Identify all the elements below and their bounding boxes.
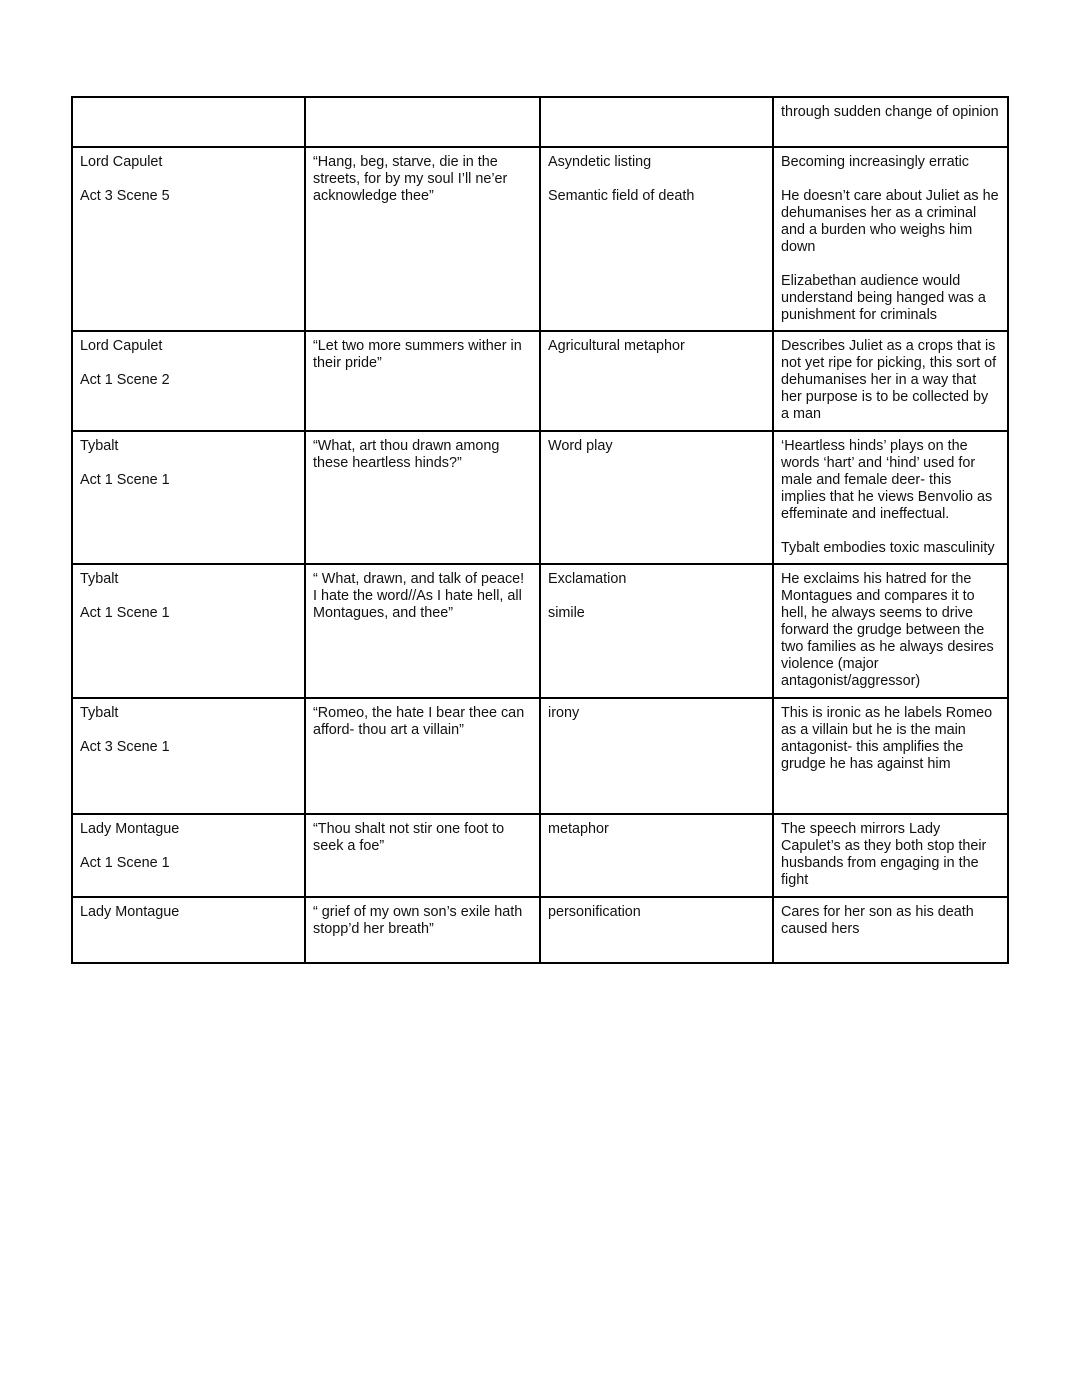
character-name: Lady Montague bbox=[80, 904, 180, 920]
analysis-text: Elizabethan audience would understand being hanged was a punishment for criminals bbox=[781, 273, 990, 323]
analysis-text: Describes Juliet as a crops that is not yet ripe for picking, this sort of dehumanises her in a way that her purpose is to be collected by a man bbox=[781, 338, 1001, 422]
character-cell bbox=[72, 97, 305, 147]
technique-text: simile bbox=[548, 605, 585, 621]
analysis-cell bbox=[773, 147, 1008, 331]
character-name: Lady Montague bbox=[80, 821, 180, 837]
table-row bbox=[72, 431, 1008, 564]
quote-cell bbox=[305, 564, 540, 698]
character-cell bbox=[72, 147, 305, 331]
quote-cell bbox=[305, 897, 540, 963]
character-cell bbox=[72, 331, 305, 431]
technique-cell bbox=[540, 897, 773, 963]
scene-reference: Act 3 Scene 5 bbox=[80, 188, 170, 204]
analysis-table bbox=[71, 96, 1009, 964]
technique-text: metaphor bbox=[548, 821, 609, 837]
quote-cell bbox=[305, 814, 540, 897]
analysis-text: ‘Heartless hinds’ plays on the words ‘hart’ and ‘hind’ used for male and female deer- this implies that he views Benvolio as effeminate and ineffectual. bbox=[781, 438, 997, 522]
analysis-cell bbox=[773, 97, 1008, 147]
character-cell bbox=[72, 698, 305, 814]
table-row bbox=[72, 97, 1008, 147]
table-row bbox=[72, 331, 1008, 431]
analysis-text: He exclaims his hatred for the Montagues and compares it to hell, he always seems to drive forward the grudge between the two families as he always desires violence (major antagonist/aggressor) bbox=[781, 571, 998, 689]
character-cell bbox=[72, 814, 305, 897]
character-name: Tybalt bbox=[80, 571, 119, 587]
character-name: Tybalt bbox=[80, 438, 119, 454]
table-row bbox=[72, 814, 1008, 897]
technique-cell bbox=[540, 564, 773, 698]
scene-reference: Act 1 Scene 2 bbox=[80, 372, 170, 388]
technique-cell bbox=[540, 331, 773, 431]
analysis-cell bbox=[773, 331, 1008, 431]
table-row bbox=[72, 897, 1008, 963]
character-cell bbox=[72, 431, 305, 564]
quote-text: “Romeo, the hate I bear thee can afford- thou art a villain” bbox=[313, 705, 529, 738]
technique-cell bbox=[540, 698, 773, 814]
technique-cell bbox=[540, 147, 773, 331]
technique-text: Semantic field of death bbox=[548, 188, 695, 204]
character-cell bbox=[72, 897, 305, 963]
quote-text: “ What, drawn, and talk of peace! I hate the word//As I hate hell, all Montagues, and thee” bbox=[313, 571, 529, 621]
analysis-text: This is ironic as he labels Romeo as a villain but he is the main antagonist- this amplifies the grudge he has against him bbox=[781, 705, 997, 772]
technique-cell bbox=[540, 431, 773, 564]
character-cell bbox=[72, 564, 305, 698]
analysis-text: Tybalt embodies toxic masculinity bbox=[781, 540, 995, 556]
technique-text: Exclamation bbox=[548, 571, 627, 587]
analysis-text: He doesn’t care about Juliet as he dehumanises her as a criminal and a burden who weighs him down bbox=[781, 188, 1003, 255]
quote-cell bbox=[305, 147, 540, 331]
analysis-text: Cares for her son as his death caused hers bbox=[781, 904, 978, 937]
analysis-cell bbox=[773, 814, 1008, 897]
analysis-text: The speech mirrors Lady Capulet’s as they both stop their husbands from engaging in the fight bbox=[781, 821, 991, 888]
character-name: Lord Capulet bbox=[80, 154, 163, 170]
quote-cell bbox=[305, 698, 540, 814]
scene-reference: Act 3 Scene 1 bbox=[80, 739, 170, 755]
technique-text: Asyndetic listing bbox=[548, 154, 652, 170]
quote-text: “ grief of my own son’s exile hath stopp’d her breath” bbox=[313, 904, 527, 937]
technique-cell bbox=[540, 814, 773, 897]
quote-cell bbox=[305, 431, 540, 564]
technique-cell bbox=[540, 97, 773, 147]
analysis-cell bbox=[773, 564, 1008, 698]
quote-cell bbox=[305, 331, 540, 431]
character-name: Tybalt bbox=[80, 705, 119, 721]
table-row bbox=[72, 564, 1008, 698]
technique-text: personification bbox=[548, 904, 641, 920]
scene-reference: Act 1 Scene 1 bbox=[80, 605, 170, 621]
quote-text: “Hang, beg, starve, die in the streets, for by my soul I’ll ne’er acknowledge thee” bbox=[313, 154, 512, 204]
scene-reference: Act 1 Scene 1 bbox=[80, 472, 170, 488]
character-name: Lord Capulet bbox=[80, 338, 163, 354]
table-row bbox=[72, 147, 1008, 331]
table-row bbox=[72, 698, 1008, 814]
quote-text: “What, art thou drawn among these heartless hinds?” bbox=[313, 438, 504, 471]
analysis-cell bbox=[773, 698, 1008, 814]
analysis-text: through sudden change of opinion bbox=[781, 104, 999, 120]
quote-cell bbox=[305, 97, 540, 147]
technique-text: Word play bbox=[548, 438, 613, 454]
technique-text: irony bbox=[548, 705, 580, 721]
technique-text: Agricultural metaphor bbox=[548, 338, 685, 354]
analysis-text: Becoming increasingly erratic bbox=[781, 154, 969, 170]
analysis-cell bbox=[773, 431, 1008, 564]
analysis-cell bbox=[773, 897, 1008, 963]
quote-text: “Let two more summers wither in their pride” bbox=[313, 338, 526, 371]
quote-text: “Thou shalt not stir one foot to seek a foe” bbox=[313, 821, 509, 854]
scene-reference: Act 1 Scene 1 bbox=[80, 855, 170, 871]
